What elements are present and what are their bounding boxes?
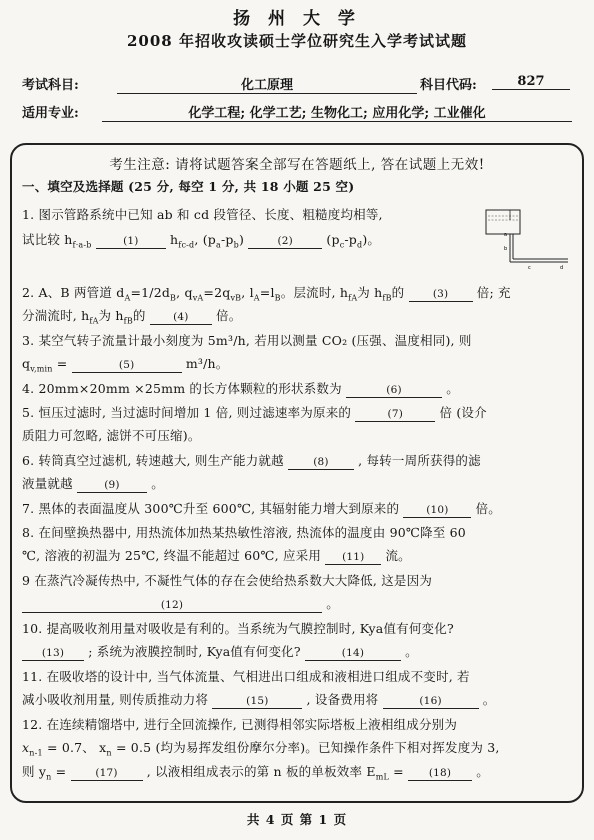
section1-title: 一、填空及选择题 (25 分, 每空 1 分, 共 18 小题 25 空) xyxy=(22,179,355,194)
code-label: 科目代码: xyxy=(420,78,477,93)
major-label: 适用专业: xyxy=(22,106,79,121)
q10-line2: (13) ; 系统为液膜控制时, Kya值有何变化? (14) 。 xyxy=(22,644,582,661)
blank-4[interactable]: (4) xyxy=(150,310,212,325)
q5-line2: 质阻力可忽略, 滤饼不可压缩)。 xyxy=(22,428,201,443)
exam-notice: 考生注意: 请将试题答案全部写在答题纸上, 答在试题上无效! xyxy=(109,157,485,173)
university-name: 扬 州 大 学 xyxy=(233,9,361,29)
blank-11[interactable]: (11) xyxy=(325,550,381,565)
blank-14[interactable]: (14) xyxy=(305,646,401,661)
q8-line1: 8. 在间壁换热器中, 用热流体加热某热敏性溶液, 热流体的温度由 90℃降至 60 xyxy=(22,525,466,540)
diagram-label-d: d xyxy=(560,265,564,271)
q12-line1: 12. 在连续精馏塔中, 进行全回流操作, 已测得相邻实际塔板上液相组成分别为 xyxy=(22,717,458,732)
blank-5[interactable]: (5) xyxy=(72,358,182,373)
major-value: 化学工程; 化学工艺; 生物化工; 应用化学; 工业催化 xyxy=(102,102,572,122)
code-value: 827 xyxy=(492,74,570,90)
q6-line1: 6. 转筒真空过滤机, 转速越大, 则生产能力就越 (8) , 每转一周所获得的滤 xyxy=(22,453,481,468)
major-row xyxy=(22,102,574,120)
diagram-label-b: b xyxy=(504,246,508,252)
q2-line1: 2. A、B 两管道 $d_A=1/2d_B$, $q_{vA}=2q_{vB}$, $l_A=l_B$。层流时, $h_{fA}$为 $h_{fB}$的 (3) 倍; 充 xyxy=(22,285,511,303)
q8-line2: ℃, 溶液的初温为 25℃, 终温不能超过 60℃, 应采用 (11) 流。 xyxy=(22,548,411,563)
blank-7[interactable]: (7) xyxy=(355,407,435,422)
blank-3[interactable]: (3) xyxy=(409,287,473,302)
q9-line2: (12) 。 xyxy=(22,596,582,613)
q1-line1: 1. 图示管路系统中已知 ab 和 cd 段管径、长度、粗糙度均相等, xyxy=(22,207,383,222)
q1-line2: 试比较 $h_{f\cdot a-b}$ (1) $h_{fc-d}$, $(p_a-p_b)$ (2) $(p_c-p_d)$。 xyxy=(22,232,381,250)
q11-line1: 11. 在吸收塔的设计中, 当气体流量、气相进出口组成和液相进口组成不变时, 若 xyxy=(22,669,470,684)
blank-16[interactable]: (16) xyxy=(383,694,479,709)
blank-8[interactable]: (8) xyxy=(288,455,354,470)
question-box xyxy=(10,143,584,803)
blank-9[interactable]: (9) xyxy=(77,478,147,493)
blank-15[interactable]: (15) xyxy=(212,694,302,709)
blank-2[interactable]: (2) xyxy=(248,234,322,249)
q12-line2: $x_{n-1} = 0.7$、 $x_n = 0.5$ (均为易挥发组份摩尔分率)。已知操作条件下相对挥发度为 3, xyxy=(22,740,500,758)
q9-line1: 9 在蒸汽冷凝传热中, 不凝性气体的存在会使给热系数大大降低, 这是因为 xyxy=(22,573,433,588)
q11-line2: 减小吸收剂用量, 则传质推动力将 (15) , 设备费用将 (16) 。 xyxy=(22,692,496,707)
blank-1[interactable]: (1) xyxy=(96,234,166,249)
diagram-label-a: a xyxy=(504,232,508,238)
q6-line2: 液量就越 (9) 。 xyxy=(22,476,164,491)
exam-title: 2008 年招收攻读硕士学位研究生入学考试试题 xyxy=(127,32,467,50)
q3-line1: 3. 某空气转子流量计最小刻度为 5m³/h, 若用以测量 CO₂ (压强、温度相同), 则 xyxy=(22,333,472,348)
subject-label: 考试科目: xyxy=(22,78,79,93)
blank-13[interactable]: (13) xyxy=(22,646,84,661)
q12-line3: 则 $y_n = (17)$ , 以液相组成表示的第 n 板的单板效率 $E_{mL} = (18)$ 。 xyxy=(22,764,489,782)
diagram-label-c: c xyxy=(528,265,531,271)
subject-value: 化工原理 xyxy=(117,74,417,94)
pipe-system-diagram xyxy=(480,206,576,272)
blank-6[interactable]: (6) xyxy=(346,383,442,398)
q2-line2: 分湍流时, $h_{fA}$为 $h_{fB}$的 (4) 倍。 xyxy=(22,308,242,326)
blank-17[interactable]: (17) xyxy=(71,766,143,781)
q10-line1: 10. 提高吸收剂用量对吸收是有利的。当系统为气膜控制时, Kya值有何变化? xyxy=(22,621,454,636)
blank-10[interactable]: (10) xyxy=(403,503,471,518)
q7-line: 7. 黑体的表面温度从 300℃升至 600℃, 其辐射能力增大到原来的 (10) 倍。 xyxy=(22,501,501,516)
q4-line: 4. 20mm×20mm ×25mm 的长方体颗粒的形状系数为 (6) 。 xyxy=(22,381,459,396)
blank-12[interactable]: (12) xyxy=(22,598,322,613)
q5-line1: 5. 恒压过滤时, 当过滤时间增加 1 倍, 则过滤速率为原来的 (7) 倍 (设介 xyxy=(22,405,487,420)
subject-row xyxy=(22,74,574,92)
q3-line2: $q_{v,min} = (5)$ m³/h。 xyxy=(22,356,229,374)
page-footer: 共 4 页 第 1 页 xyxy=(246,812,348,827)
blank-18[interactable]: (18) xyxy=(408,766,472,781)
